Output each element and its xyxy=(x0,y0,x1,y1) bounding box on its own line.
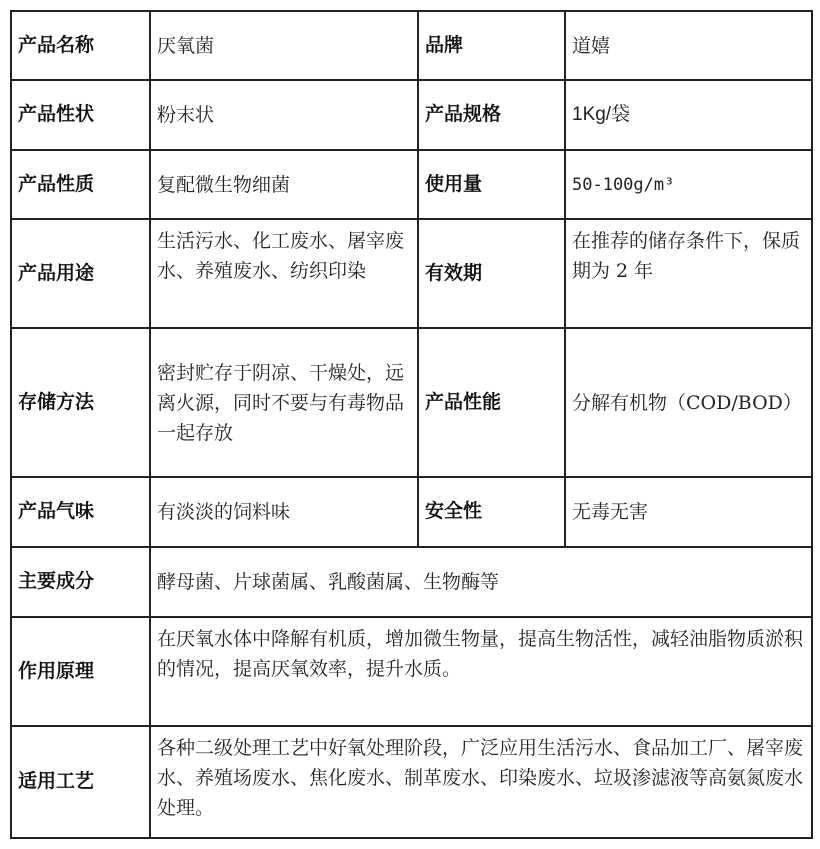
value-applicable-process: 各种二级处理工艺中好氧处理阶段，广泛应用生活污水、食品加工厂、屠宰废水、养殖场废水、焦化废水、制革废水、印染废水、垃圾渗滤液等高氨氮废水处理。 xyxy=(150,726,812,838)
table-row xyxy=(11,477,812,547)
value-product-odor: 有淡淡的饲料味 xyxy=(150,477,418,547)
label-product-name: 产品名称 xyxy=(11,11,150,80)
value-main-ingredients: 酵母菌、片球菌属、乳酸菌属、生物酶等 xyxy=(150,547,812,617)
value-product-usage: 生活污水、化工废水、屠宰废水、养殖废水、纺织印染 xyxy=(150,219,418,328)
table-row xyxy=(11,219,812,328)
table-row xyxy=(11,547,812,617)
product-spec-table xyxy=(10,10,813,839)
label-product-usage: 产品用途 xyxy=(11,219,150,328)
value-product-spec: 1Kg/袋 xyxy=(565,80,812,150)
value-product-performance: 分解有机物（COD/BOD） xyxy=(565,328,812,477)
value-shelf-life: 在推荐的储存条件下，保质期为 2 年 xyxy=(565,219,812,328)
table-row xyxy=(11,726,812,838)
table-row xyxy=(11,11,812,80)
value-mechanism: 在厌氧水体中降解有机质，增加微生物量，提高生物活性，减轻油脂物质淤积的情况，提高厌氧效率，提升水质。 xyxy=(150,617,812,726)
label-shelf-life: 有效期 xyxy=(418,219,565,328)
label-applicable-process: 适用工艺 xyxy=(11,726,150,838)
value-product-nature: 复配微生物细菌 xyxy=(150,150,418,219)
value-storage-method: 密封贮存于阴凉、干燥处，远离火源，同时不要与有毒物品一起存放 xyxy=(150,328,418,477)
label-product-spec: 产品规格 xyxy=(418,80,565,150)
value-dosage: 50-100g/m³ xyxy=(565,150,812,219)
value-product-name: 厌氧菌 xyxy=(150,11,418,80)
label-mechanism: 作用原理 xyxy=(11,617,150,726)
table-row xyxy=(11,328,812,477)
table-row xyxy=(11,617,812,726)
label-product-odor: 产品气味 xyxy=(11,477,150,547)
label-dosage: 使用量 xyxy=(418,150,565,219)
label-safety: 安全性 xyxy=(418,477,565,547)
label-main-ingredients: 主要成分 xyxy=(11,547,150,617)
label-storage-method: 存储方法 xyxy=(11,328,150,477)
label-brand: 品牌 xyxy=(418,11,565,80)
value-safety: 无毒无害 xyxy=(565,477,812,547)
value-brand: 道嬉 xyxy=(565,11,812,80)
table-row xyxy=(11,80,812,150)
value-product-form: 粉末状 xyxy=(150,80,418,150)
label-product-form: 产品性状 xyxy=(11,80,150,150)
table-row xyxy=(11,150,812,219)
label-product-nature: 产品性质 xyxy=(11,150,150,219)
label-product-performance: 产品性能 xyxy=(418,328,565,477)
